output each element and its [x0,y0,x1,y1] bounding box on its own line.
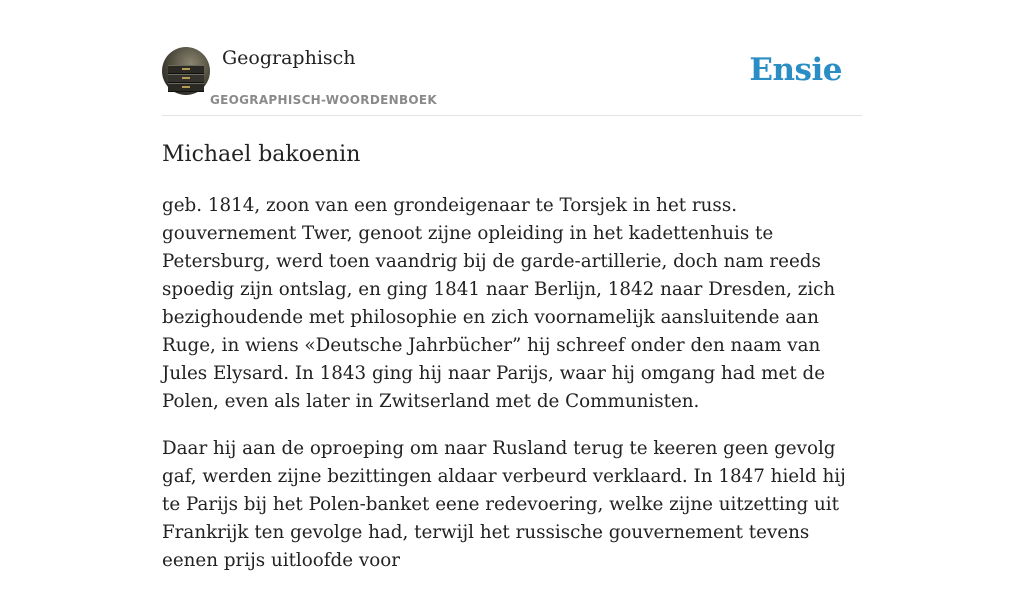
source-name-link[interactable]: Geographisch [222,47,356,69]
site-header [162,46,862,116]
article-paragraph-1: geb. 1814, zoon van een grondeigenaar te Torsjek in het russ. gouvernement Twer, genoot zijne opleiding in het kadettenhuis te Petersburg, werd toen vaandrig bij de garde-artillerie, doch nam reeds spoedig zijn ontslag, en ging 1841 naar Berlijn, 1842 naar Dresden, zich bezighoudende met philosophie en zich voornamelijk aansluitende aan Ruge, in wiens «Deutsche Jahrbücher” hij schreef onder den naam van Jules Elysard. In 1843 ging hij naar Parijs, waar hij omgang had met de Polen, even als later in Zwitserland met de Communisten. [162,195,836,412]
source-slug: GEOGRAPHISCH-WOORDENBOEK [210,93,437,107]
article-title: Michael bakoenin [162,142,361,167]
ensie-logo-link[interactable]: Ensie [749,52,842,88]
books-avatar-icon[interactable] [162,47,210,95]
article-body [162,192,862,594]
article-paragraph-2: Daar hij aan de oproeping om naar Rusland terug te keeren geen gevolg gaf, werden zijne bezittingen aldaar verbeurd verklaard. In 1847 hield hij te Parijs bij het Polen-banket eene redevoering, welke zijne uitzetting uit Frankrijk ten gevolge had, terwijl het russische gouvernement tevens eenen prijs uitloofde voor [162,438,846,571]
